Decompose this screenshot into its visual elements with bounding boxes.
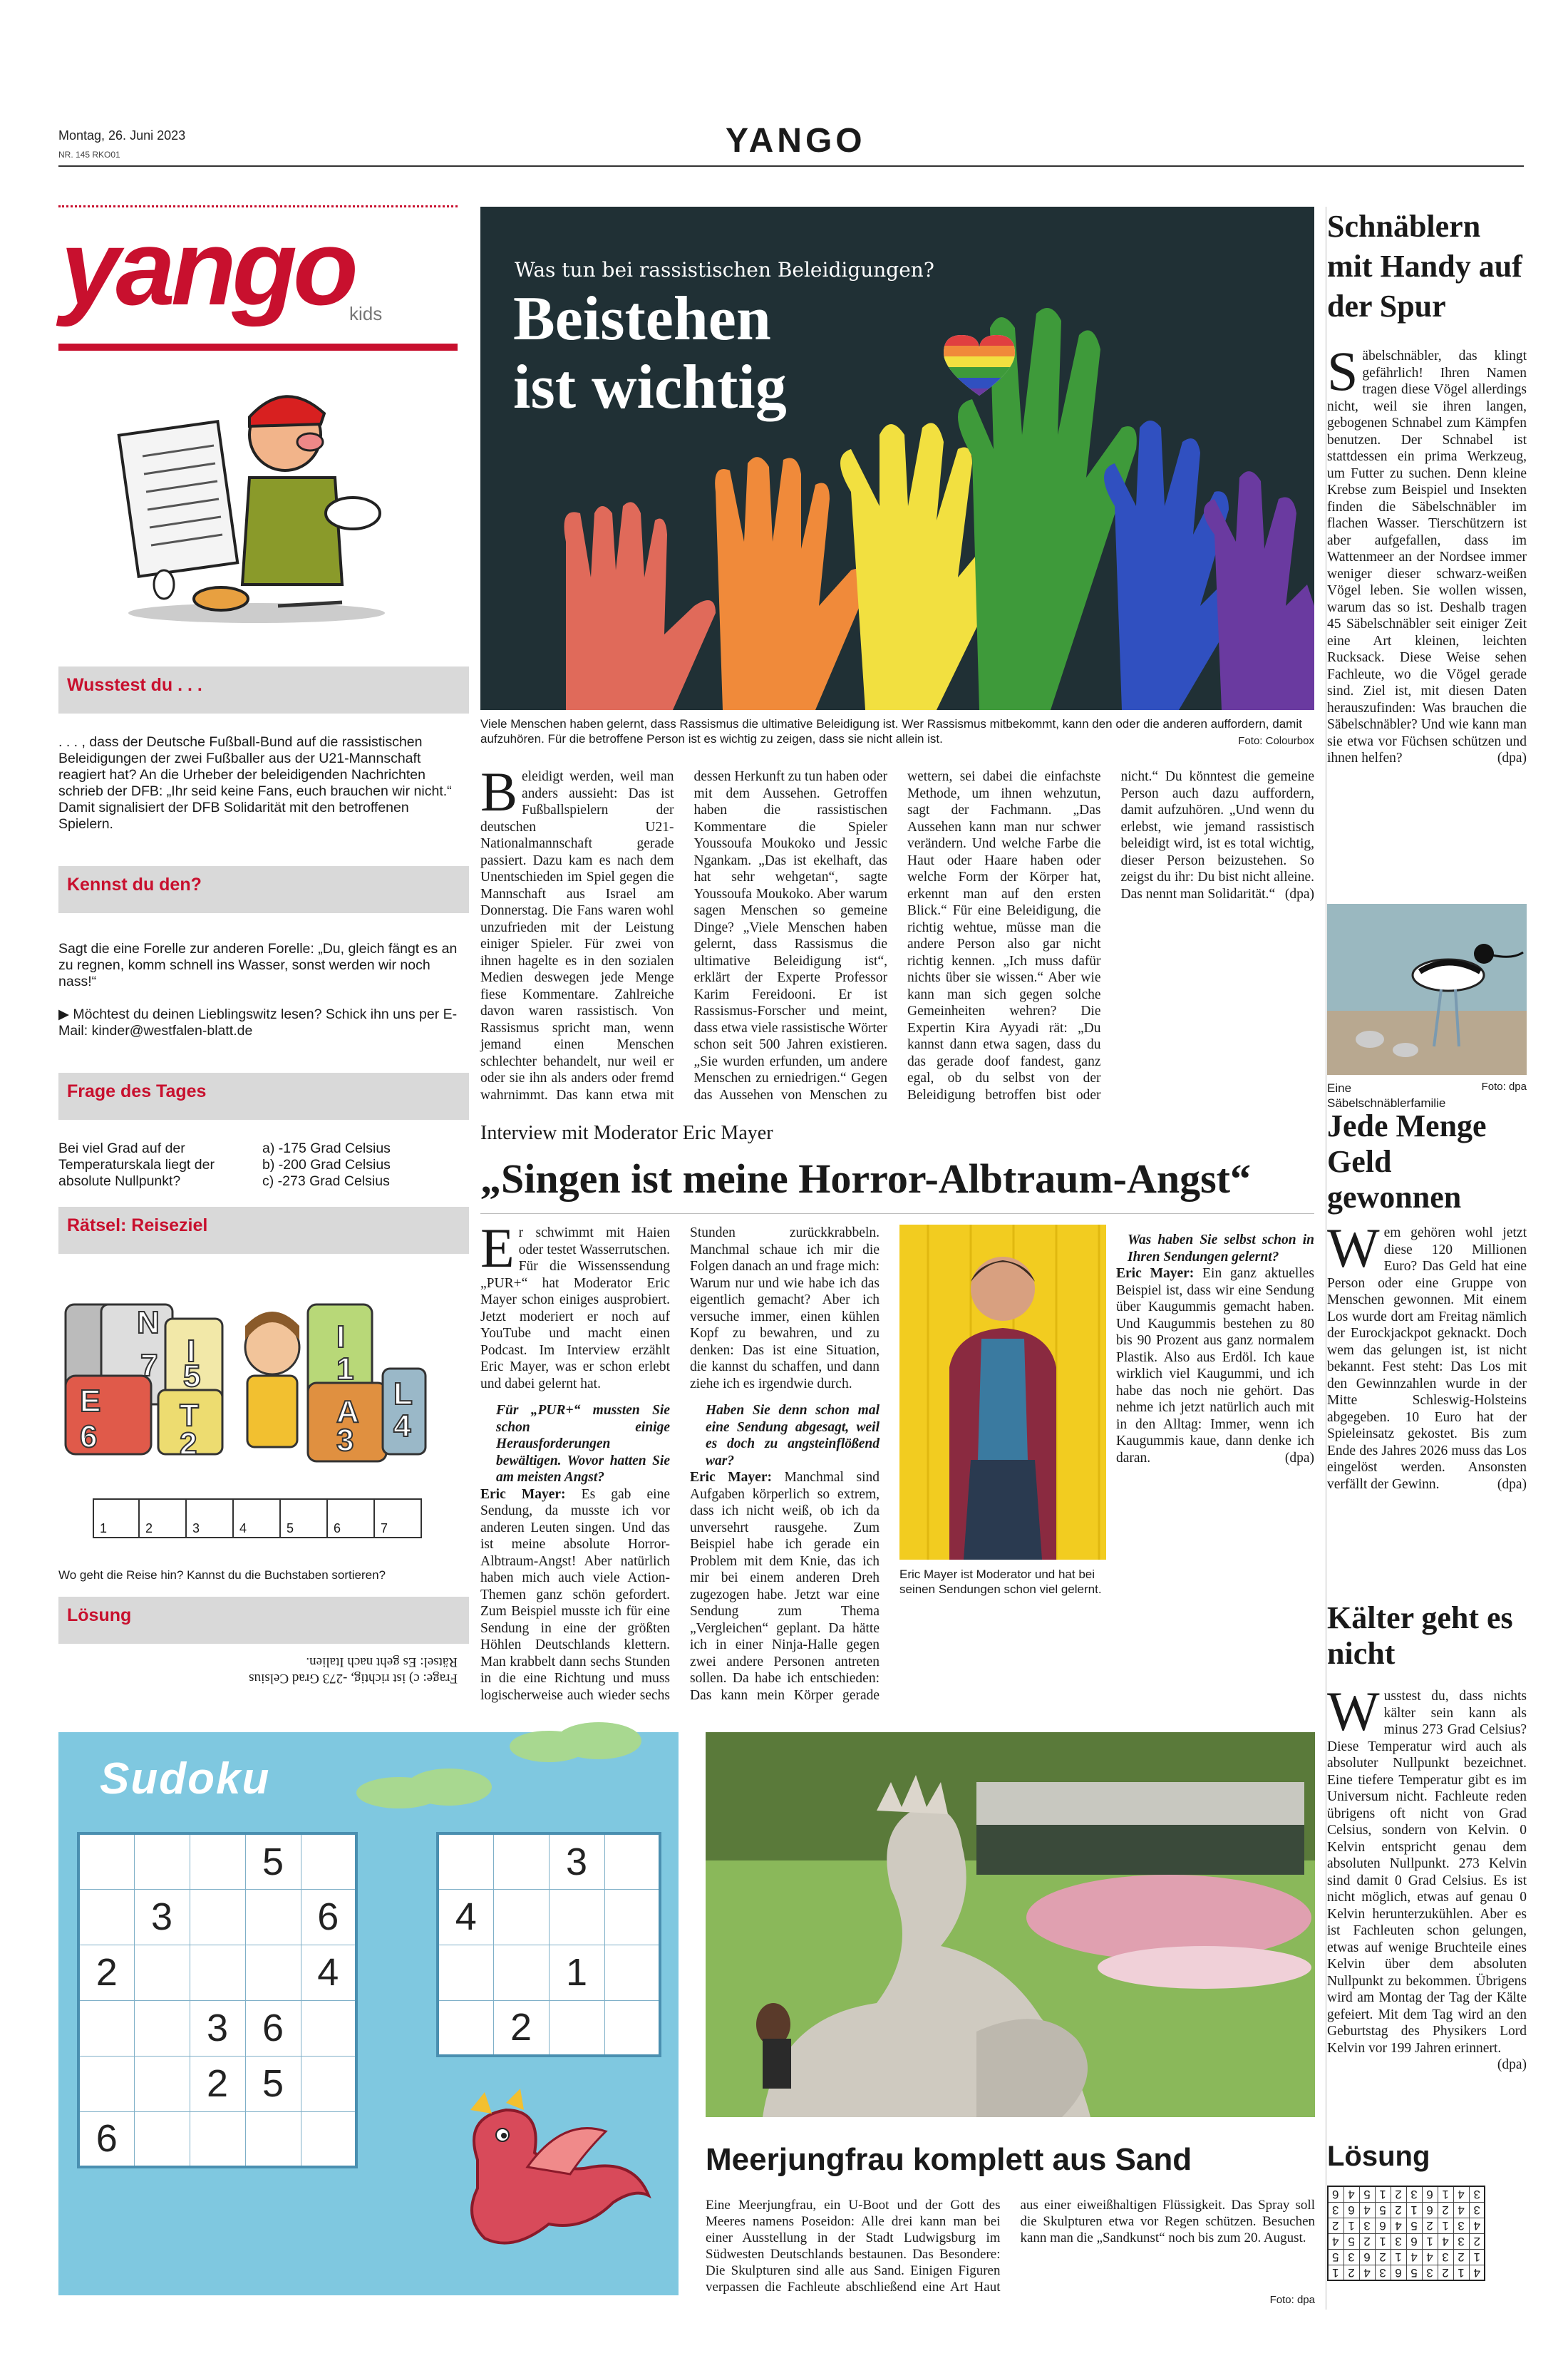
sudoku-cell[interactable]: 1 (1391, 2249, 1406, 2265)
sudoku-cell[interactable]: 1 (1328, 2265, 1343, 2280)
sudoku-cell[interactable]: 2 (1422, 2218, 1438, 2233)
sudoku-cell[interactable] (493, 1833, 549, 1889)
wusstest-header: Wusstest du . . . (58, 666, 469, 714)
sudoku-cell[interactable] (78, 1889, 134, 1945)
sudoku-cell[interactable] (604, 2000, 660, 2056)
sudoku-cell[interactable]: 3 (549, 1833, 604, 1889)
jackpot-dpa: (dpa) (1497, 1476, 1527, 1492)
sudoku-row (438, 1889, 660, 1945)
sudoku-cell[interactable]: 6 (1359, 2249, 1375, 2265)
sudoku-cell[interactable] (301, 1833, 356, 1889)
sudoku-cell[interactable]: 2 (493, 2000, 549, 2056)
sudoku-cell[interactable] (78, 2000, 134, 2056)
sudoku-cell[interactable]: 2 (190, 2056, 245, 2111)
joke-text: Sagt die eine Forelle zur anderen Forelle: „Du, gleich fängt es an zu regnen, komm schnell ins Wasser, sonst werden wir noch nass!“ (58, 941, 458, 989)
raetsel-question: Wo geht die Reise hin? Kannst du die Buchstaben sortieren? (58, 1568, 386, 1582)
raetsel-header: Rätsel: Reiseziel (58, 1207, 469, 1254)
sudoku-row (78, 1945, 356, 2000)
sudoku-cell[interactable] (438, 1833, 493, 1889)
lead-body (480, 761, 1314, 1103)
letter-e: E (80, 1384, 101, 1419)
sudoku-row (1328, 2265, 1485, 2280)
sudoku-cell[interactable]: 1 (1406, 2202, 1422, 2218)
digit-5: 5 (183, 1359, 201, 1394)
interview-title: „Singen ist meine Horror-Albtraum-Angst“ (480, 1155, 1251, 1202)
lead-dpa: (dpa) (1284, 886, 1314, 902)
logo-bar (58, 344, 458, 351)
sudoku-solution-title: Lösung (1327, 2141, 1430, 2172)
loesung-raetsel: Rätsel: Es geht nach Italien. (306, 1654, 458, 1669)
sudoku-cell[interactable]: 1 (1438, 2218, 1453, 2233)
sudoku-cell[interactable]: 3 (1406, 2186, 1422, 2202)
sudoku-cell[interactable]: 1 (1469, 2249, 1485, 2265)
sudoku-cell[interactable]: 4 (1438, 2233, 1453, 2249)
sudoku-cell[interactable] (493, 1945, 549, 2000)
sudoku-row (78, 1889, 356, 1945)
sudoku-cell[interactable]: 2 (1359, 2233, 1375, 2249)
sudoku-cell[interactable]: 6 (1422, 2202, 1438, 2218)
sudoku-cell[interactable]: 2 (1375, 2249, 1391, 2265)
sudoku-cell[interactable] (78, 2056, 134, 2111)
sudoku-cell[interactable]: 5 (1359, 2186, 1375, 2202)
sudoku-cell[interactable]: 2 (1343, 2265, 1359, 2280)
answer-box[interactable]: 2 (140, 1498, 187, 1538)
sudoku-cell[interactable]: 2 (1453, 2249, 1469, 2265)
interview-body-middle-bottom (899, 1637, 1106, 1715)
answer-box[interactable]: 3 (187, 1498, 234, 1538)
lead-dropcap: B (480, 761, 518, 823)
sudoku-cell[interactable] (134, 2000, 190, 2056)
sudoku-cell[interactable]: 5 (245, 2056, 301, 2111)
sudoku-grid-right (436, 1832, 661, 2057)
loesung-upside-down (58, 1654, 458, 1687)
eric-mayer-photo (899, 1225, 1106, 1560)
sudoku-cell[interactable]: 3 (1328, 2202, 1343, 2218)
lead-caption: Viele Menschen haben gelernt, dass Rassismus die ultimative Beleidigung ist. Wer Rassismus mitbekommt, kann den oder die anderen auffordern, damit aufzuhören. Für die betroffene Person ist es wichtig zu zeigen, dass sie nicht allein ist. (480, 717, 1302, 746)
sudoku-row (1328, 2186, 1485, 2202)
sudoku-cell[interactable]: 4 (1391, 2218, 1406, 2233)
sudoku-cell[interactable]: 3 (1453, 2233, 1469, 2249)
sudoku-cell[interactable]: 4 (1343, 2186, 1359, 2202)
sudoku-cell[interactable] (245, 1945, 301, 2000)
loesung-header: Lösung (58, 1597, 469, 1644)
joke-cta-text: Möchtest du deinen Lieblingswitz lesen? Schick ihn uns per E-Mail: kinder@westfalen-blatt.de (58, 1007, 458, 1039)
sudoku-cell[interactable]: 2 (1438, 2265, 1453, 2280)
lead-credit: Foto: Colourbox (1238, 735, 1314, 747)
sudoku-row (438, 2000, 660, 2056)
digit-2: 2 (180, 1426, 197, 1461)
sudoku-cell[interactable] (245, 1889, 301, 1945)
sudoku-cell[interactable]: 5 (1343, 2233, 1359, 2249)
sudoku-cell[interactable] (438, 1945, 493, 2000)
birds-text: äbelschnäbler, das klingt gefährlich! Ihren Namen tragen diese Vögel allerdings nicht, weil sie ihren langen, gebogenen Schnabel zum Kämpfen benutzen. Der Schnabel ist stattdessen ein prima Werkzeug, um Futter zu suchen. Denn kleine Krebse zum Beispiel und Insekten finden die Säbelschnäbler im flachen Wasser. Tierschützern ist aber aufgefallen, dass im Wattenmeer an der Nordsee immer weniger dieser schwarz-weißen Vögel leben. Sie wollen wissen, warum das so ist. Deshalb tragen 45 Säbelschnäbler seit einiger Zeit eine Art kleinen, leichten Rucksack. Diese Weise sehen Fachleute, wo die Vögel gerade sind. Ziel ist, mit diesen Daten herauszufinden: Was brauchen die Säbelschnäbler? Und wie kann man sie etwa vor Füchsen schützen und ihnen helfen? (1327, 349, 1527, 766)
interview-question-1: Für „PUR+“ mussten Sie schon einige Herausforderungen bewältigen. Wovor hatten Sie am meisten Angst? (496, 1403, 670, 1485)
sudoku-cell[interactable] (245, 2111, 301, 2167)
sudoku-cell[interactable]: 1 (1375, 2186, 1391, 2202)
lead-kicker: Was tun bei rassistischen Beleidigungen? (515, 258, 934, 282)
sudoku-cell[interactable]: 3 (1469, 2186, 1485, 2202)
sudoku-cell[interactable]: 1 (1343, 2218, 1359, 2233)
sudoku-row (1328, 2233, 1485, 2249)
sudoku-cell[interactable] (301, 2000, 356, 2056)
digit-4: 4 (393, 1409, 411, 1443)
sudoku-cell[interactable] (190, 1889, 245, 1945)
sudoku-cell[interactable] (134, 2056, 190, 2111)
interview-body-left (480, 1217, 880, 1709)
sudoku-cell[interactable]: 6 (301, 1889, 356, 1945)
interview-question-3: Was haben Sie selbst schon in Ihren Sendungen gelernt? (1128, 1232, 1314, 1265)
answer-box[interactable]: 1 (93, 1498, 140, 1538)
answer-box[interactable]: 4 (234, 1498, 281, 1538)
sudoku-cell[interactable]: 3 (1343, 2249, 1359, 2265)
interview-question-2: Haben Sie denn schon mal eine Sendung abgesagt, weil es doch zu angsteinflößend war? (706, 1403, 880, 1468)
sudoku-cell[interactable] (134, 2111, 190, 2167)
sudoku-cell[interactable]: 3 (1438, 2249, 1453, 2265)
sudoku-cell[interactable]: 3 (1469, 2202, 1485, 2218)
sudoku-title: Sudoku (100, 1754, 271, 1803)
sudoku-cell[interactable] (190, 1945, 245, 2000)
loesung-frage: Frage: c) ist richtig, -273 Grad Celsius (249, 1671, 458, 1686)
sudoku-cell[interactable]: 6 (245, 2000, 301, 2056)
sudoku-row (438, 1833, 660, 1889)
jackpot-body (1327, 1217, 1527, 1493)
sudoku-cell[interactable]: 5 (1375, 2202, 1391, 2218)
answer-box[interactable]: 7 (375, 1498, 422, 1538)
logo-sub: kids (349, 303, 383, 324)
sudoku-cell[interactable] (604, 1945, 660, 2000)
wusstest-text: . . . , dass der Deutsche Fußball-Bund auf die rassistischen Beleidigungen der zwei Fußballer aus der U21-Mannschaft reagiert hat? An die Urheber der beleidigenden Nachrichten schrieb der DFB: „Ihr seid keine Fans, euch brauchen wir nicht.“ Damit signalisiert der DFB Solidarität mit den betroffenen Spielern. (58, 734, 452, 832)
speaker-label: Eric Mayer: (690, 1470, 772, 1485)
letter-i2: I (336, 1319, 346, 1354)
jackpot-text: em gehören wohl jetzt diese 120 Millionen Euro? Das Geld hat eine Person oder eine Gruppe von Menschen gewonnen. Mit einem Los wurde dort am Freitag nämlich der Eurockjackpot geknackt. Doch wem das gelungen ist, ist nicht bekannt. Fest steht: Das Los mit den Gewinnzahlen wurde in der Mitte Schleswig-Holsteins abgegeben. 10 Euro hat der Spieleinsatz gekostet. Bis zum Ende des Jahres 2026 muss das Los eingelöst werden. Ansonsten verfällt der Gewinn. (1327, 1225, 1527, 1492)
sudoku-row (438, 1945, 660, 2000)
sudoku-cell[interactable]: 3 (1422, 2265, 1438, 2280)
jackpot-title: Jede Menge Geld gewonnen (1327, 1108, 1487, 1215)
speaker-label: Eric Mayer: (1116, 1266, 1195, 1281)
sudoku-cell[interactable]: 4 (1359, 2265, 1375, 2280)
sudoku-row (78, 2111, 356, 2167)
letter-n: N (137, 1305, 160, 1340)
sudoku-cell[interactable] (438, 2000, 493, 2056)
section-title: YANGO (726, 122, 866, 160)
cloud-icon (499, 1718, 656, 1768)
birds-body (1327, 340, 1527, 767)
sudoku-cell[interactable]: 4 (1359, 2202, 1375, 2218)
frage-header: Frage des Tages (58, 1073, 469, 1120)
sudoku-row (1328, 2202, 1485, 2218)
sudoku-cell[interactable] (604, 1833, 660, 1889)
speaker-label: Eric Mayer: (480, 1486, 566, 1502)
cloud-icon (342, 1764, 513, 1814)
avocet-photo (1327, 904, 1527, 1075)
mermaid-text: Eine Meerjungfrau, ein U-Boot und der Gott des Meeres namens Poseidon: Alle drei kann man bei einer Ausstellung in der Stadt Ludwigsburg im Südwesten Deutschlands bestaunen. Das Besondere: Die Skulpturen sind alle aus Sand. Einigen Figuren verpassen die Fachleute abschließend eine Art Haut aus einer eiweißhaltigen Flüssigkeit. Das Spray soll die Skulpturen etwa vor Regen schützen. Besuchen kann man die „Sandkunst“ noch bis zum 20. August. (706, 2198, 1315, 2295)
sudoku-cell[interactable]: 4 (1453, 2186, 1469, 2202)
sudoku-cell[interactable]: 5 (245, 1833, 301, 1889)
joke-cta: ▶ Möchtest du deinen Lieblingswitz lesen? Schick ihn uns per E-Mail: kinder@westfalen-blatt.de (58, 1007, 458, 1039)
sudoku-cell[interactable] (604, 1889, 660, 1945)
suitcase-puzzle-illustration (58, 1262, 458, 1490)
frage-answers (262, 1141, 462, 1190)
sudoku-cell[interactable]: 1 (1453, 2265, 1469, 2280)
cold-title: Kälter geht es nicht (1327, 1600, 1513, 1671)
sudoku-cell[interactable]: 6 (78, 2111, 134, 2167)
cold-body (1327, 1680, 1527, 2074)
digit-7: 7 (140, 1348, 158, 1383)
birds-dpa: (dpa) (1497, 751, 1527, 766)
sudoku-cell[interactable] (301, 2111, 356, 2167)
lead-title (513, 285, 787, 422)
jackpot-dropcap: W (1327, 1217, 1380, 1279)
sudoku-cell[interactable] (493, 1889, 549, 1945)
mermaid-title: Meerjungfrau komplett aus Sand (706, 2142, 1192, 2177)
sudoku-row (78, 1833, 356, 1889)
interview-kicker: Interview mit Moderator Eric Mayer (480, 1122, 773, 1144)
frage-question: Bei viel Grad auf der Temperaturskala liegt der absolute Nullpunkt? (58, 1141, 215, 1189)
sudoku-row (1328, 2218, 1485, 2233)
sudoku-cell[interactable] (301, 2056, 356, 2111)
sudoku-cell[interactable] (134, 1945, 190, 2000)
raetsel-answer-boxes (93, 1498, 422, 1538)
letter-a: A (336, 1394, 359, 1429)
mermaid-credit: Foto: dpa (1269, 2294, 1315, 2306)
sand-mermaid-photo (706, 1732, 1315, 2117)
sudoku-cell[interactable]: 3 (134, 1889, 190, 1945)
lead-title-line1: Beistehen (513, 284, 771, 354)
sudoku-cell[interactable]: 4 (1406, 2249, 1422, 2265)
header-rule (58, 165, 1524, 167)
sudoku-cell[interactable] (78, 1833, 134, 1889)
letter-l: L (393, 1376, 413, 1411)
sudoku-cell[interactable]: 2 (1328, 2218, 1343, 2233)
sudoku-cell[interactable]: 1 (1438, 2186, 1453, 2202)
interview-intro: r schwimmt mit Haien oder testet Wasserrutschen. Für die Wissenssendung „PUR+“ hat Moderator Eric Mayer schon einiges ausprobiert. Jetzt moderiert er noch auf YouTube und macht einen Podcast. Im Interview erzählt Eric Mayer, was er schon erlebt und dabei gelernt hat. (480, 1225, 670, 1391)
answer-b: b) -200 Grad Celsius (262, 1157, 391, 1173)
interview-dpa: (dpa) (1284, 1450, 1314, 1466)
sudoku-cell[interactable]: 5 (1406, 2218, 1422, 2233)
sudoku-cell[interactable]: 4 (1469, 2218, 1485, 2233)
sudoku-cell[interactable]: 6 (1406, 2233, 1422, 2249)
sudoku-row (78, 2000, 356, 2056)
sudoku-cell[interactable]: 2 (1438, 2202, 1453, 2218)
sudoku-cell[interactable]: 4 (1422, 2249, 1438, 2265)
avocet-caption: Eine Säbelschnäblerfamilie (1327, 1081, 1446, 1110)
sudoku-cell[interactable]: 4 (438, 1889, 493, 1945)
sudoku-cell[interactable]: 5 (1328, 2249, 1343, 2265)
answer-box[interactable]: 6 (328, 1498, 375, 1538)
digit-1: 1 (336, 1352, 354, 1386)
sudoku-grid-left (77, 1832, 358, 2168)
sudoku-cell[interactable]: 4 (1453, 2202, 1469, 2218)
letter-i: I (187, 1334, 196, 1369)
sudoku-row (1328, 2249, 1485, 2265)
lead-body-text: eleidigt werden, weil man anders aussieht: Das ist Fußballspielern der deutschen U21-Nationalmannschaft gerade passiert. Dazu kam es nach dem Unentschieden im Spiel gegen die Mannschaft aus Israel am Donnerstag. Die Fans waren wohl unzufrieden mit der Leistung einiger Spieler. Für zwei von ihnen hagelte es in den sozialen Medien deswegen jede Menge fiese Kommentare. Zahlreiche davon waren rassistisch. Von Rassismus spricht man, wenn jemand einen Menschen schlechter behandelt, nur weil er oder sie ihn als anders oder fremd wahrnimmt. Das kann etwa mit dessen Herkunft zu tun haben oder mit dem Aussehen. Getroffen haben die rassistischen Kommentare die Spieler Youssoufa Moukoko und Jessic Ngankam. „Das ist ekelhaft, das hat sehr wehgetan“, sagte Youssoufa Moukoko. Aber warum sagen Menschen so gemeine Dinge? „Viele Menschen haben gelernt, dass Rassismus die ultimative Beleidigung ist“, erklärt der Experte Professor Karim Fereidooni. Er ist Rassismus-Forscher und meint, dass etwa viele rassistische Wörter schon seit 500 Jahren existieren. „Sie wurden erfunden, um andere Menschen zu erniedrigen.“ Gegen das Aussehen von Menschen zu wettern, sei dabei die einfachste Methode, um ihnen wehzutun, sagt der Fachmann. „Das Aussehen kann man nur schwer verändern. Und welche Farbe die Haut oder Haare haben oder welche Form der Körper hat, erkennt man auf den ersten Blick.“ Für eine Beleidigung, die richtig wehtue, müsse man die andere Person also gar nicht richtig kennen. „Ich muss dafür nichts über sie wissen.“ Aber wie kann man sich gegen solche Gemeinheiten wehren? Die Expertin Kira Ayyadi rät: „Du kannst dann etwa sagen, dass du das gerade doof fandest, ganz egal, ob du selbst von der Beleidigung betroffen bist oder nicht.“ Du könntest die gemeine Person auch dazu auffordern, damit aufzuhören. „Und wenn du erlebst, wie jemand rassistisch beleidigt wird, ist es total wichtig, dieser Person beizustehen. So zeigst du ihr: Du bist nicht alleine. Das nennt man Solidarität.“ (480, 769, 1314, 1103)
yango-logo: yango (61, 207, 354, 327)
eric-mayer-caption: Eric Mayer ist Moderator und hat bei seinen Sendungen schon viel gelernt. (899, 1568, 1102, 1596)
sudoku-cell[interactable] (134, 1833, 190, 1889)
issue-date: Montag, 26. Juni 2023 (58, 128, 186, 143)
birds-title: Schnäblern mit Handy auf der Spur (1327, 209, 1522, 324)
sudoku-cell[interactable] (549, 2000, 604, 2056)
sudoku-cell[interactable]: 2 (1391, 2186, 1406, 2202)
sudoku-cell[interactable] (190, 2111, 245, 2167)
dragon-illustration (421, 2089, 663, 2288)
sudoku-solution-grid (1327, 2186, 1485, 2281)
interview-dropcap: E (480, 1217, 515, 1279)
letter-t: T (180, 1398, 199, 1433)
lead-photo-rainbow-hands (480, 207, 1314, 710)
cold-dropcap: W (1327, 1680, 1380, 1742)
interview-answer-2: Manchmal sind Aufgaben körperlich so extrem, dass ich nicht weiß, ob ich da unversehrt rausgehe. Zum Beispiel habe ich gerade ein Problem mit dem Knie, das ich mir bei einem anderen Dreh zugezogen habe. Jetzt war eine Sendung zum Thema „Vergleichen“ geplant. Da hätte ich in einer Ninja-Halle gegen zwei andere Personen antreten sollen. Da habe ich entschieden: Das kann mein Körper gerade (690, 1470, 880, 1703)
sudoku-cell[interactable]: 6 (1422, 2186, 1438, 2202)
kennst-header: Kennst du den? (58, 866, 469, 913)
sudoku-cell[interactable] (549, 1889, 604, 1945)
answer-box[interactable]: 5 (281, 1498, 328, 1538)
sudoku-cell[interactable]: 6 (1375, 2218, 1391, 2233)
sudoku-cell[interactable]: 1 (549, 1945, 604, 2000)
sudoku-cell[interactable]: 6 (1343, 2202, 1359, 2218)
sudoku-cell[interactable]: 1 (1375, 2233, 1391, 2249)
interview-body-right (1116, 1225, 1314, 1709)
cold-dpa: (dpa) (1497, 2057, 1527, 2072)
sudoku-cell[interactable]: 3 (1359, 2218, 1375, 2233)
interview-answer-3: Ein ganz aktuelles Beispiel ist, dass wir eine Sendung über Kaugummis gemacht haben. Und Kaugummis bestehen zu 80 bis 90 Prozent aus ganz normalem Plastik. Also aus Erdöl. Ich kaue wirklich viel Kaugummi, und ich habe das noch nie gehört. Das nehme ich jetzt natürlich auch mit in den Alltag: Immer, wenn ich Kaugummis kaue, dann denke ich daran. (1116, 1266, 1314, 1466)
avocet-credit: Foto: dpa (1481, 1081, 1527, 1093)
interview-answer-1: Es gab eine Sendung, da musste ich vor anderen Leuten singen. Und das ist meine absolute Horror-Albtraum-Angst! Aber natürlich haben mich auch viele Action-Themen ganz schön gefordert. Zum Beispiel musste ich für eine Sendung in eine der größten Höhlen Deutschlands klettern. Man krabbelt dann sechs Stunden in die eine Richtung und muss logischerweise auch wieder sechs Stunden zurückkrabbeln. Manchmal schaue ich mir die Folgen danach an und frage mich: Warum nur und wie habe ich das eigentlich gemacht? Aber ich versuche immer, einen kühlen Kopf zu bewahren, und zu denken: Das ist eine Situation, die kannst du schaffen, und dann ziehe ich es irgendwie durch. (480, 1225, 880, 1703)
issue-number: NR. 145 RKO01 (58, 150, 120, 160)
sudoku-cell[interactable]: 1 (1422, 2233, 1438, 2249)
sudoku-cell[interactable]: 3 (1453, 2218, 1469, 2233)
sudoku-cell[interactable] (190, 1833, 245, 1889)
digit-6: 6 (80, 1419, 98, 1454)
interview-rule (480, 1213, 1314, 1214)
sudoku-cell[interactable]: 4 (1328, 2233, 1343, 2249)
sudoku-cell[interactable]: 4 (1469, 2265, 1485, 2280)
digit-3: 3 (336, 1423, 354, 1458)
sudoku-cell[interactable]: 2 (1391, 2202, 1406, 2218)
sudoku-cell[interactable]: 2 (78, 1945, 134, 2000)
cold-text: usstest du, dass nichts kälter sein kann als minus 273 Grad Celsius? Diese Temperatur wird auch als absoluter Nullpunkt bezeichnet. Eine tiefere Temperatur gibt es im Universum nicht. Fachleute reden übrigens oft nicht von Grad Celsius, sondern von Kelvin. 0 Kelvin entspricht genau dem absoluten Nullpunkt. 273 Kelvin sind damit 0 Grad Celsius. Es ist nicht möglich, etwas auf genau 0 Kelvin herunterzukühlen. Aber es ist Fachleuten schon gelungen, etwas auf wenige Bruchteile eines Kelvin über dem absoluten Nullpunkt zu bekommen. Übrigens wird am Montag der Tag der Kälte gefeiert. Mit dem Tag wird an den Geburtstag des Physikers Lord Kelvin vor 199 Jahren erinnert. (1327, 1689, 1527, 2056)
birds-dropcap: S (1327, 340, 1358, 402)
answer-c: c) -273 Grad Celsius (262, 1173, 390, 1189)
sudoku-cell[interactable]: 3 (1375, 2265, 1391, 2280)
sudoku-cell[interactable]: 5 (1406, 2265, 1422, 2280)
answer-a: a) -175 Grad Celsius (262, 1141, 391, 1156)
lead-title-line2: ist wichtig (513, 353, 787, 422)
sudoku-cell[interactable]: 2 (1469, 2233, 1485, 2249)
sudoku-cell[interactable]: 3 (1391, 2233, 1406, 2249)
sudoku-cell[interactable]: 6 (1391, 2265, 1406, 2280)
sudoku-row (78, 2056, 356, 2111)
sudoku-cell[interactable]: 4 (301, 1945, 356, 2000)
sudoku-cell[interactable]: 3 (190, 2000, 245, 2056)
newspaper-reader-illustration (107, 371, 406, 627)
sudoku-cell[interactable]: 6 (1328, 2186, 1343, 2202)
